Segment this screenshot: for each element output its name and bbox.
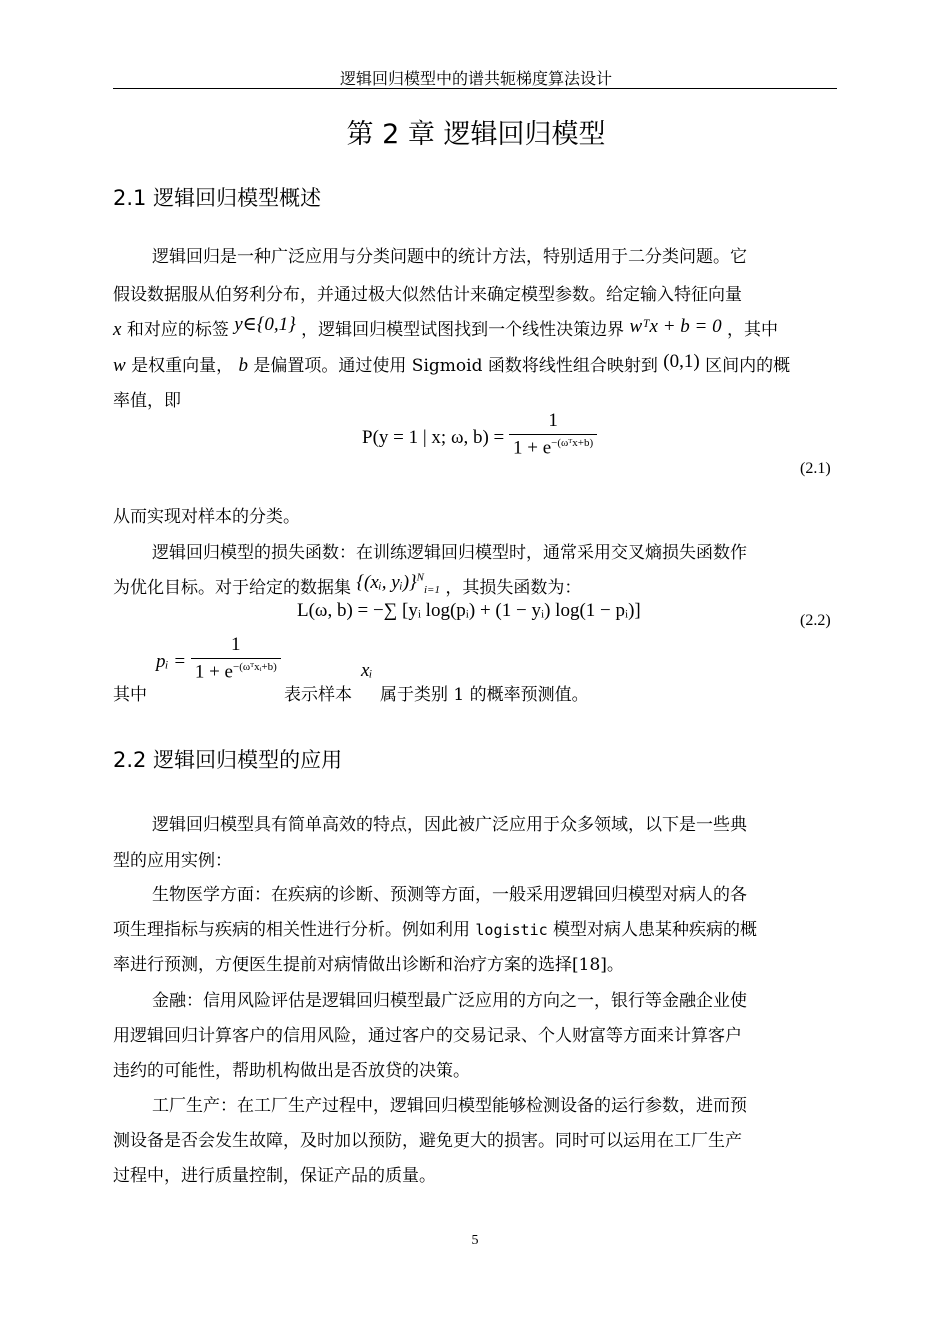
paragraph-line: 逻辑回归模型的损失函数：在训练逻辑回归模型时，通常采用交叉熵损失函数作 bbox=[152, 543, 747, 563]
section-heading-2-1: 2.1 逻辑回归模型概述 bbox=[113, 186, 322, 210]
paragraph-line: 违约的可能性，帮助机构做出是否放贷的决策。 bbox=[113, 1061, 470, 1081]
text-run: ，其中 bbox=[727, 320, 779, 340]
paragraph-line bbox=[113, 351, 790, 377]
paragraph-line: 测设备是否会发生故障，及时加以预防，避免更大的损害。同时可以运用在工厂生产 bbox=[113, 1131, 742, 1151]
equation-2-1 bbox=[362, 410, 597, 459]
text-run: 其中 bbox=[113, 685, 147, 705]
equation-2-2 bbox=[297, 600, 641, 622]
paragraph-line: 金融：信用风险评估是逻辑回归模型最广泛应用的方向之一，银行等金融企业使 bbox=[152, 991, 747, 1011]
paragraph-line: 型的应用实例： bbox=[113, 851, 232, 871]
equation-denominator: $1 + e^{-(\omega ᵀx+b)}$ bbox=[509, 434, 597, 459]
math-label-set: y∈{0,1} bbox=[234, 314, 296, 335]
paragraph-line bbox=[113, 573, 581, 601]
equation-numerator: 1 bbox=[231, 634, 241, 655]
chapter-title: 第 2 章 逻辑回归模型 bbox=[346, 119, 606, 150]
text-run: 项生理指标与疾病的相关性进行分析。例如利用 bbox=[113, 920, 476, 940]
equation-denominator: $1 + e^{-(\omega ᵀxᵢ+b)}$ bbox=[191, 658, 281, 683]
text-run: 属于类别 1 的概率预测值。 bbox=[380, 685, 589, 705]
equation-lhs: pᵢ = bbox=[156, 651, 187, 673]
page-number: 5 bbox=[471, 1233, 479, 1248]
text-run: ，逻辑回归模型试图找到一个线性决策边界 bbox=[301, 320, 625, 340]
text-run: logistic bbox=[475, 921, 548, 939]
text-run: 区间内的概 bbox=[705, 356, 791, 376]
text-run: ，其损失函数为： bbox=[445, 578, 582, 598]
math-w: w bbox=[113, 355, 126, 376]
equation-number: (2.1) bbox=[800, 460, 831, 477]
equation-exponent: −(ωᵀx+b) bbox=[551, 437, 594, 449]
paragraph-line: 生物医学方面：在疾病的诊断、预测等方面，一般采用逻辑回归模型对病人的各 bbox=[152, 885, 747, 905]
text-run: 模型对病人患某种疾病的概 bbox=[547, 920, 758, 940]
equation-lhs: P(y = 1 | x; ω, b) = bbox=[362, 427, 505, 449]
equation-numerator: 1 bbox=[548, 410, 558, 431]
math-xi: xᵢ bbox=[361, 660, 373, 681]
math-dataset: {(xᵢ, yᵢ)}$^N_{i=1}$ bbox=[356, 571, 440, 596]
running-header: 逻辑回归模型中的谱共轭梯度算法设计 bbox=[339, 69, 612, 88]
equation-number: (2.2) bbox=[800, 612, 831, 629]
paragraph-line: 用逻辑回归计算客户的信用风险，通过客户的交易记录、个人财富等方面来计算客户 bbox=[113, 1026, 742, 1046]
text-run: 为优化目标。对于给定的数据集 bbox=[113, 578, 351, 598]
equation-body: L(ω, b) = −∑ [yᵢ log(pᵢ) + (1 − yᵢ) log(1 − pᵢ)] bbox=[297, 600, 641, 621]
text-run: 是权重向量， bbox=[131, 356, 234, 376]
equation-pi bbox=[156, 634, 281, 683]
paragraph-line: 率进行预测，方便医生提前对病情做出诊断和治疗方案的选择[18]。 bbox=[113, 955, 624, 975]
paragraph-line: 假设数据服从伯努利分布，并通过极大似然估计来确定模型参数。给定输入特征向量 bbox=[113, 285, 742, 305]
math-x: x bbox=[113, 319, 122, 340]
math-interval: (0,1) bbox=[663, 351, 700, 372]
paragraph-line bbox=[113, 680, 147, 705]
paragraph-line: 逻辑回归是一种广泛应用与分类问题中的统计方法，特别适用于二分类问题。它 bbox=[152, 247, 747, 267]
header-rule bbox=[113, 88, 837, 89]
text-run: 是偏置项。通过使用 Sigmoid 函数将线性组合映射到 bbox=[253, 356, 658, 376]
paragraph-line: 从而实现对样本的分类。 bbox=[113, 507, 300, 527]
math-b: b bbox=[238, 355, 248, 376]
paragraph-line: 工厂生产：在工厂生产过程中，逻辑回归模型能够检测设备的运行参数，进而预 bbox=[152, 1096, 747, 1116]
text-run: 表示样本 bbox=[284, 685, 352, 705]
section-heading-2-2: 2.2 逻辑回归模型的应用 bbox=[113, 748, 343, 772]
paragraph-line bbox=[113, 915, 757, 940]
text-run: 和对应的标签 bbox=[126, 320, 229, 340]
paragraph-line: 过程中，进行质量控制，保证产品的质量。 bbox=[113, 1166, 436, 1186]
paragraph-line bbox=[113, 315, 778, 341]
paragraph-line: 逻辑回归模型具有简单高效的特点，因此被广泛应用于众多领域，以下是一些典 bbox=[152, 815, 747, 835]
math-decision-boundary: wᵀx + b = 0 bbox=[629, 316, 722, 337]
paragraph-line: 率值，即 bbox=[113, 391, 181, 411]
